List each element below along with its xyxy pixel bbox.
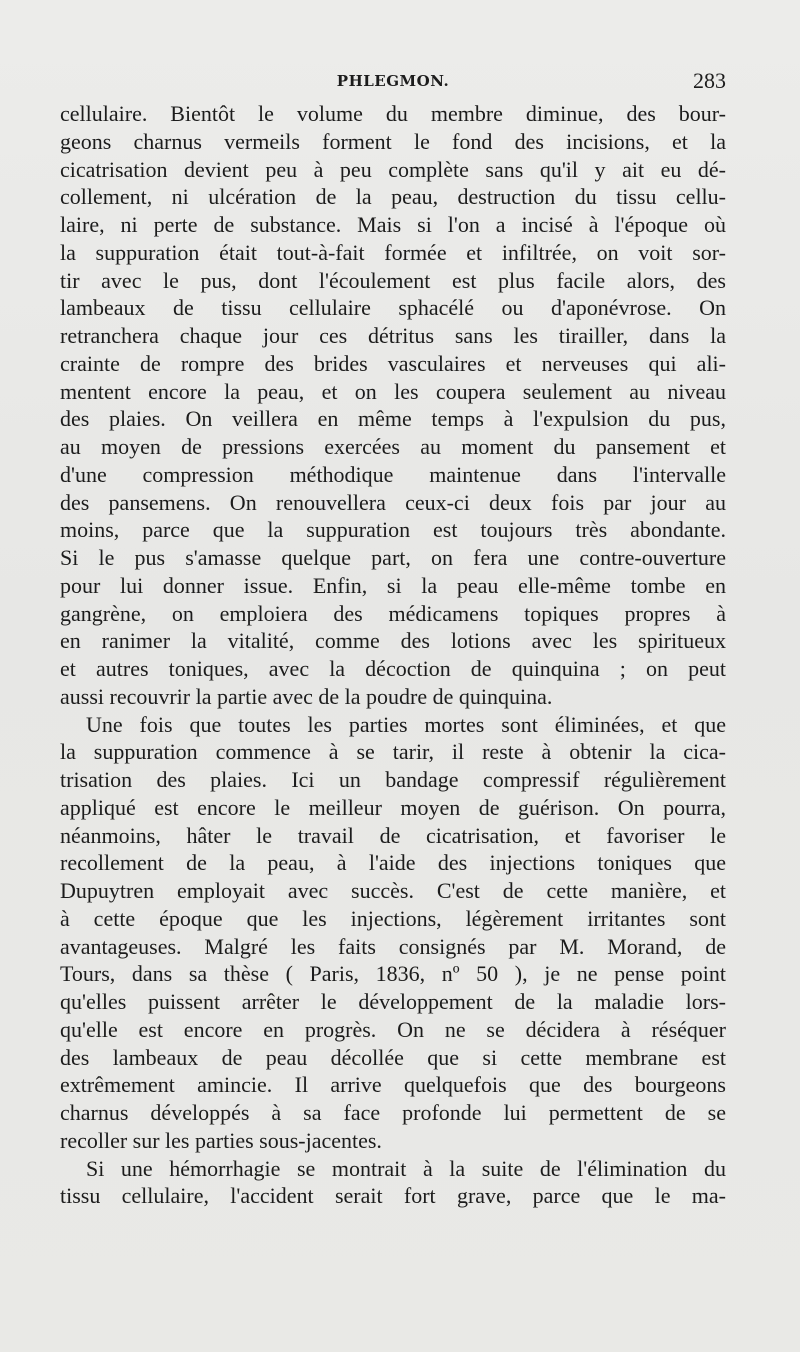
text-line: recoller sur les parties sous-jacentes. xyxy=(60,1127,382,1153)
text-line: Dupuytren employait avec succès. C'est de cette manière, et xyxy=(60,878,726,903)
text-line: Si une hémorrhagie se montrait à la suite de l'élimination du xyxy=(86,1155,726,1181)
running-head: PHLEGMON. xyxy=(336,72,450,90)
text-line: lambeaux de tissu cellulaire sphacélé ou d'aponévrose. On xyxy=(60,295,726,321)
text-line: aussi recouvrir la partie avec de la poudre de quinquina. xyxy=(60,683,553,709)
page-number: 283 xyxy=(693,68,726,93)
text-line: mentent encore la peau, et on les coupera seulement au niveau xyxy=(60,378,726,404)
paragraph-2 xyxy=(60,711,726,1155)
text-line: la suppuration commence à se tarir, il reste à obtenir la cica- xyxy=(60,739,726,765)
text-line: gangrène, on emploiera des médicamens topiques propres à xyxy=(60,600,726,626)
text-line: cellulaire. Bientôt le volume du membre diminue, des bour- xyxy=(60,101,726,126)
text-line: extrêmement amincie. Il arrive quelquefois que des bourgeons xyxy=(60,1072,726,1098)
text-line: et autres toniques, avec la décoction de quinquina ; on peut xyxy=(60,656,726,681)
text-line: qu'elles puissent arrêter le développement de la maladie lors- xyxy=(60,989,726,1014)
text-line: moins, parce que la suppuration est toujours très abondante. xyxy=(60,517,726,543)
text-line: néanmoins, hâter le travail de cicatrisation, et favoriser le xyxy=(60,822,726,848)
text-line: au moyen de pressions exercées au moment du pansement et xyxy=(60,434,726,459)
text-line: la suppuration était tout-à-fait formée et infiltrée, on voit sor- xyxy=(60,239,726,265)
text-line: avantageuses. Malgré les faits consignés par M. Morand, de xyxy=(60,933,726,959)
text-line: pour lui donner issue. Enfin, si la peau elle-même tombe en xyxy=(60,572,726,598)
text-line: trisation des plaies. Ici un bandage compressif régulièrement xyxy=(60,767,726,792)
text-line: Tours, dans sa thèse ( Paris, 1836, nº 50 ), je ne pense point xyxy=(60,961,726,987)
text-line: laire, ni perte de substance. Mais si l'on a incisé à l'époque où xyxy=(60,212,726,237)
text-line: des lambeaux de peau décollée que si cette membrane est xyxy=(60,1044,726,1070)
text-line: cicatrisation devient peu à peu complète sans qu'il y ait eu dé- xyxy=(60,156,726,182)
text-line: Si le pus s'amasse quelque part, on fera une contre-ouverture xyxy=(60,545,726,570)
text-line: d'une compression méthodique maintenue dans l'intervalle xyxy=(60,461,726,487)
text-line: tissu cellulaire, l'accident serait fort grave, parce que le ma- xyxy=(60,1183,726,1209)
text-line: tir avec le pus, dont l'écoulement est plus facile alors, des xyxy=(60,267,726,293)
body-text xyxy=(60,100,726,1210)
text-line: des plaies. On veillera en même temps à l'expulsion du pus, xyxy=(60,406,726,432)
paragraph-3 xyxy=(60,1155,726,1211)
text-line: collement, ni ulcération de la peau, destruction du tissu cellu- xyxy=(60,184,726,210)
page-header xyxy=(60,68,726,98)
text-line: Une fois que toutes les parties mortes sont éliminées, et que xyxy=(86,711,726,737)
paragraph-1 xyxy=(60,100,726,711)
text-line: charnus développés à sa face profonde lui permettent de se xyxy=(60,1100,726,1125)
text-line: geons charnus vermeils forment le fond des incisions, et la xyxy=(60,128,726,154)
text-line: à cette époque que les injections, légèrement irritantes sont xyxy=(60,905,726,931)
text-line: en ranimer la vitalité, comme des lotions avec les spiritueux xyxy=(60,628,726,654)
text-line: recollement de la peau, à l'aide des injections toniques que xyxy=(60,850,726,876)
text-line: des pansemens. On renouvellera ceux-ci deux fois par jour au xyxy=(60,489,726,515)
text-line: qu'elle est encore en progrès. On ne se décidera à réséquer xyxy=(60,1016,726,1042)
text-line: crainte de rompre des brides vasculaires et nerveuses qui ali- xyxy=(60,350,726,376)
text-line: appliqué est encore le meilleur moyen de guérison. On pourra, xyxy=(60,794,726,820)
text-line: retranchera chaque jour ces détritus sans les tirailler, dans la xyxy=(60,323,726,348)
